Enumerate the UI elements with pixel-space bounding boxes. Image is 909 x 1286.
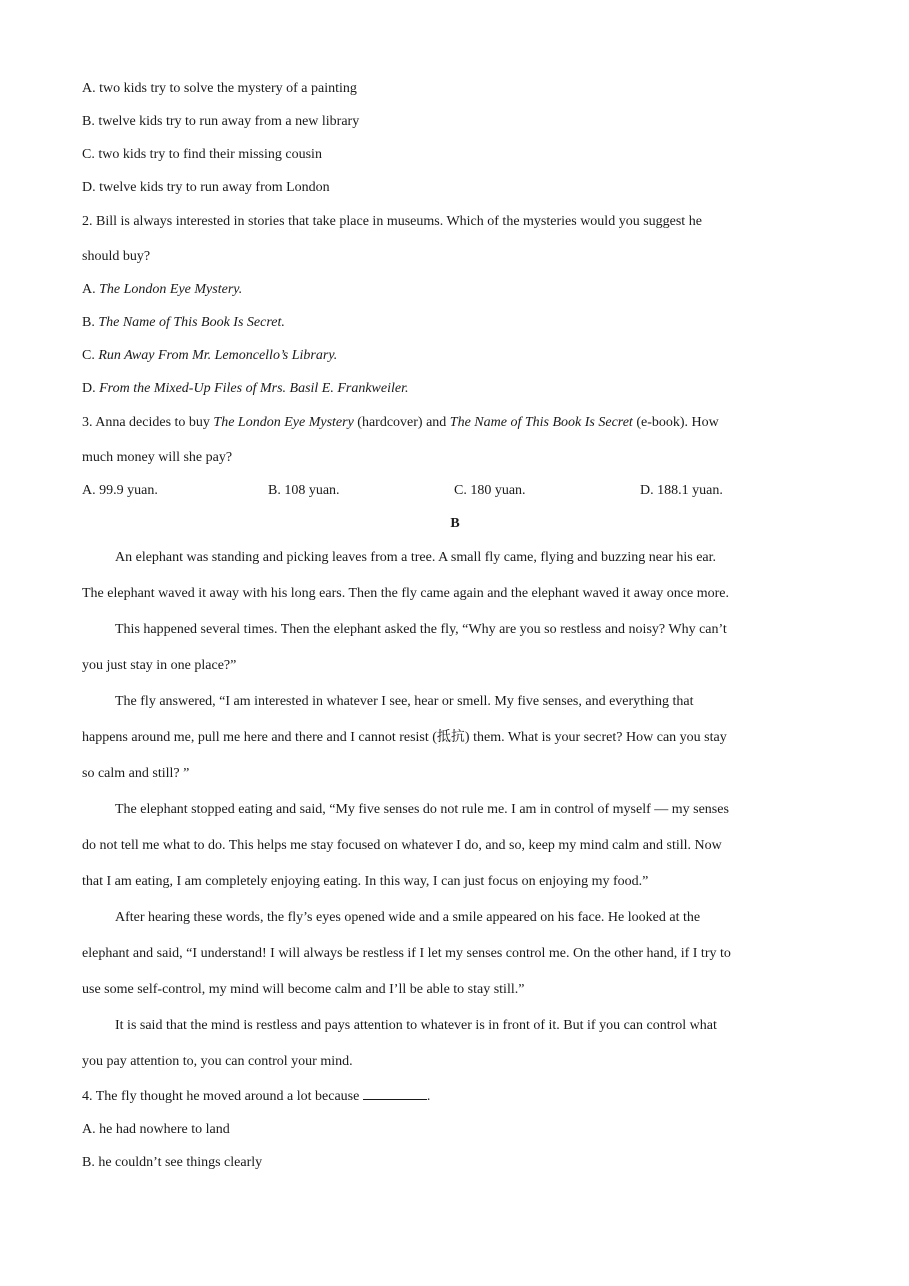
passage-line: After hearing these words, the fly’s eyes opened wide and a smile appeared on his face. He looked at the xyxy=(115,910,701,925)
q1-option-c: C. two kids try to find their missing cousin xyxy=(82,147,322,162)
passage-line: so calm and still? ” xyxy=(82,766,190,781)
section-b-heading: B xyxy=(450,516,460,531)
answer-blank xyxy=(363,1085,427,1100)
passage-line: you pay attention to, you can control your mind. xyxy=(82,1054,353,1069)
q4-stem: 4. The fly thought he moved around a lot because . xyxy=(82,1080,828,1113)
q3-option-a: A. 99.9 yuan. xyxy=(82,483,158,498)
q3-stem-line2: much money will she pay? xyxy=(82,450,233,465)
q3-option-c: C. 180 yuan. xyxy=(454,483,526,498)
q2-stem-line1: 2. Bill is always interested in stories that take place in museums. Which of the mysteries would you suggest he xyxy=(82,214,702,229)
passage-line: use some self-control, my mind will become calm and I’ll be able to stay still.” xyxy=(82,982,525,997)
passage-line: The elephant stopped eating and said, “My five senses do not rule me. I am in control of myself — my senses xyxy=(115,802,729,817)
passage-b xyxy=(82,540,828,1080)
passage-line: The fly answered, “I am interested in whatever I see, hear or smell. My five senses, and everything that xyxy=(115,694,694,709)
q2-option-c: C. Run Away From Mr. Lemoncello’s Library. xyxy=(82,348,338,363)
q4-option-b: B. he couldn’t see things clearly xyxy=(82,1155,263,1170)
q3-options xyxy=(82,474,828,507)
passage-line: elephant and said, “I understand! I will always be restless if I let my senses control me. On the other hand, if I try to xyxy=(82,946,731,961)
passage-line: do not tell me what to do. This helps me stay focused on whatever I do, and so, keep my mind calm and still. Now xyxy=(82,838,722,853)
passage-line: that I am eating, I am completely enjoying eating. In this way, I can just focus on enjoying my food.” xyxy=(82,874,649,889)
q2-option-d: D. From the Mixed-Up Files of Mrs. Basil E. Frankweiler. xyxy=(82,381,409,396)
q4-option-a: A. he had nowhere to land xyxy=(82,1122,230,1137)
q1-option-a: A. two kids try to solve the mystery of a painting xyxy=(82,81,357,96)
passage-line: you just stay in one place?” xyxy=(82,658,237,673)
q1-option-b: B. twelve kids try to run away from a new library xyxy=(82,114,360,129)
passage-line: It is said that the mind is restless and pays attention to whatever is in front of it. But if you can control what xyxy=(115,1018,717,1033)
passage-line: This happened several times. Then the elephant asked the fly, “Why are you so restless and noisy? Why can’t xyxy=(115,622,727,637)
q1-option-d: D. twelve kids try to run away from London xyxy=(82,180,330,195)
passage-line: An elephant was standing and picking leaves from a tree. A small fly came, flying and buzzing near his ear. xyxy=(115,550,717,565)
passage-line: The elephant waved it away with his long ears. Then the fly came again and the elephant waved it away once more. xyxy=(82,586,730,601)
document-page xyxy=(82,72,828,1179)
q2-option-a: A. The London Eye Mystery. xyxy=(82,282,243,297)
q2-option-b: B. The Name of This Book Is Secret. xyxy=(82,315,285,330)
q3-stem-line1: 3. Anna decides to buy The London Eye Mystery (hardcover) and The Name of This Book Is Secret (e-book). How xyxy=(82,415,719,430)
q3-option-b: B. 108 yuan. xyxy=(268,483,340,498)
q3-option-d: D. 188.1 yuan. xyxy=(640,483,723,498)
passage-line: happens around me, pull me here and there and I cannot resist (抵抗) them. What is your secret? How can you stay xyxy=(82,730,727,745)
q2-stem-line2: should buy? xyxy=(82,249,151,264)
